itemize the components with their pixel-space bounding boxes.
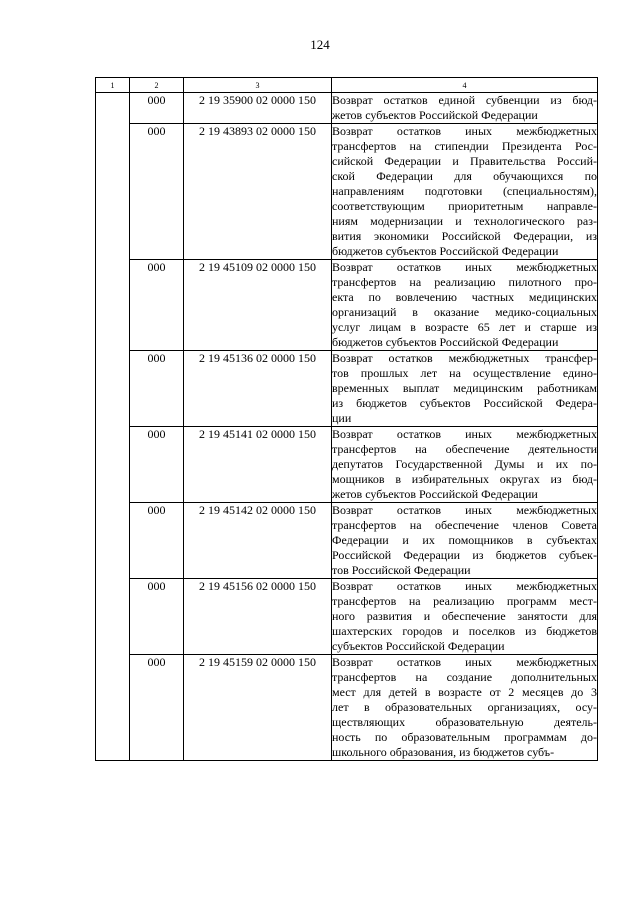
description-line: трансфертов на стипендии Президента Рос- [332, 139, 597, 153]
description-line: жетов субъектов Российской Федерации [332, 487, 538, 501]
table-row [96, 655, 598, 761]
admin-code-cell: 000 [130, 427, 184, 503]
admin-code-cell: 000 [130, 655, 184, 761]
table-row [96, 427, 598, 503]
description-line: услуг лицам в возрасте 65 лет и старше из [332, 320, 597, 334]
budget-code-cell: 2 19 45156 02 0000 150 [184, 579, 332, 655]
budget-code-cell: 2 19 45109 02 0000 150 [184, 260, 332, 351]
description-line: трансфертов на создание дополнительных [332, 670, 597, 684]
description-line: Возврат остатков единой субвенции из бюд- [332, 93, 597, 107]
description-line: вития экономики Российской Федерации, из [332, 229, 597, 243]
description-line: временных выплат медицинским работникам [332, 381, 597, 395]
description-line: Российской Федерации из бюджетов субъек- [332, 548, 597, 562]
column-1-cell [96, 93, 130, 761]
budget-classification-table [95, 77, 598, 761]
table-row [96, 503, 598, 579]
admin-code-cell: 000 [130, 93, 184, 124]
description-line: ниям модернизации и технологического раз- [332, 214, 597, 228]
description-line: трансфертов на обеспечение деятельности [332, 442, 597, 456]
description-line: ность по образовательным программам до- [332, 730, 597, 744]
column-number-4: 4 [332, 78, 598, 93]
admin-code-cell: 000 [130, 260, 184, 351]
description-line: тов Российской Федерации [332, 563, 471, 577]
description-line: трансфертов на реализацию пилотного про- [332, 275, 597, 289]
description-line: Возврат остатков иных межбюджетных [332, 427, 597, 441]
description-cell [332, 351, 598, 427]
column-number-3: 3 [184, 78, 332, 93]
budget-code-cell: 2 19 45142 02 0000 150 [184, 503, 332, 579]
table-row [96, 93, 598, 124]
description-cell [332, 260, 598, 351]
budget-code-cell: 2 19 45136 02 0000 150 [184, 351, 332, 427]
description-line: ного развития и обеспечение занятости для [332, 609, 597, 623]
description-line: екта по вовлечению частных медицинских [332, 290, 597, 304]
description-line: трансфертов на реализацию программ мест- [332, 594, 597, 608]
description-line: бюджетов субъектов Российской Федерации [332, 244, 559, 258]
table-body [96, 78, 598, 761]
description-cell [332, 655, 598, 761]
column-number-1: 1 [96, 78, 130, 93]
description-line: Возврат остатков иных межбюджетных [332, 655, 597, 669]
description-line: жетов субъектов Российской Федерации [332, 108, 538, 122]
budget-code-cell: 2 19 45159 02 0000 150 [184, 655, 332, 761]
description-cell [332, 503, 598, 579]
description-cell [332, 124, 598, 260]
description-line: Возврат остатков иных межбюджетных [332, 503, 597, 517]
table-row [96, 260, 598, 351]
description-line: Возврат остатков межбюджетных трансфер- [332, 351, 597, 365]
description-line: ской Федерации для обучающихся по [332, 169, 597, 183]
description-line: Возврат остатков иных межбюджетных [332, 260, 597, 274]
description-line: бюджетов субъектов Российской Федерации [332, 335, 559, 349]
description-line: Возврат остатков иных межбюджетных [332, 124, 597, 138]
description-line: трансфертов на обеспечение членов Совета [332, 518, 597, 532]
description-line: мест для детей в возрасте от 2 месяцев до 3 [332, 685, 597, 699]
description-cell [332, 427, 598, 503]
description-line: из бюджетов субъектов Российской Федера- [332, 396, 597, 410]
description-line: Возврат остатков иных межбюджетных [332, 579, 597, 593]
description-line: субъектов Российской Федерации [332, 639, 505, 653]
description-line: Федерации и их помощников в субъектах [332, 533, 597, 547]
column-number-2: 2 [130, 78, 184, 93]
description-line: ществляющих образовательную деятель- [332, 715, 597, 729]
description-cell [332, 579, 598, 655]
description-line: депутатов Государственной Думы и их по- [332, 457, 597, 471]
description-line: шахтерских городов и поселков из бюджетов [332, 624, 597, 638]
budget-code-cell: 2 19 43893 02 0000 150 [184, 124, 332, 260]
admin-code-cell: 000 [130, 351, 184, 427]
description-line: сийской Федерации и Правительства Россий- [332, 154, 597, 168]
description-line: лет в образовательных организациях, осу- [332, 700, 597, 714]
description-line: соответствующим приоритетным направле- [332, 199, 597, 213]
budget-code-cell: 2 19 45141 02 0000 150 [184, 427, 332, 503]
admin-code-cell: 000 [130, 124, 184, 260]
description-line: мощников в избирательных округах из бюд- [332, 472, 597, 486]
budget-code-cell: 2 19 35900 02 0000 150 [184, 93, 332, 124]
table-row [96, 124, 598, 260]
description-cell [332, 93, 598, 124]
admin-code-cell: 000 [130, 503, 184, 579]
page-number: 124 [310, 37, 330, 52]
table-row [96, 579, 598, 655]
description-line: организаций в оказание медико-социальных [332, 305, 597, 319]
table-row [96, 351, 598, 427]
table-header-row [96, 78, 598, 93]
description-line: направлениям подготовки (специальностям), [332, 184, 597, 198]
description-line: тов прошлых лет на осуществление едино- [332, 366, 597, 380]
description-line: школьного образования, из бюджетов субъ- [332, 745, 555, 759]
description-line: ции [332, 411, 352, 425]
admin-code-cell: 000 [130, 579, 184, 655]
